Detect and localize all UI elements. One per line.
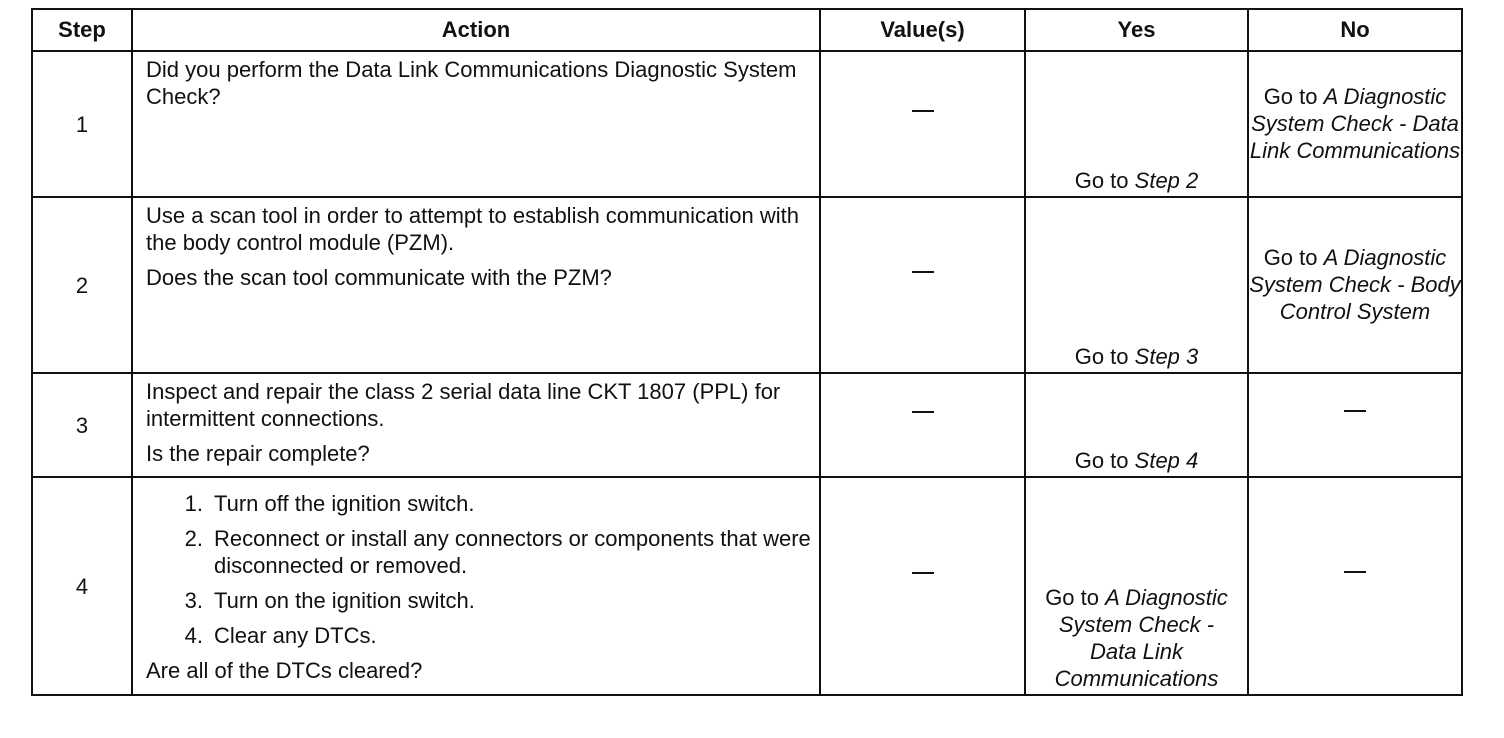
action-text: Use a scan tool in order to attempt to establish communication with the body control module (PZM). bbox=[146, 203, 799, 255]
value-cell bbox=[820, 51, 1025, 197]
no-cell bbox=[1248, 51, 1462, 197]
yes-prefix: Go to bbox=[1074, 344, 1129, 369]
yes-prefix: Go to bbox=[1074, 168, 1129, 193]
action-steps-list bbox=[146, 490, 811, 649]
no-cell bbox=[1248, 477, 1462, 695]
yes-cell bbox=[1025, 197, 1248, 373]
action-text: Inspect and repair the class 2 serial data line CKT 1807 (PPL) for intermittent connections. bbox=[146, 379, 781, 431]
value-cell bbox=[820, 373, 1025, 477]
value-cell bbox=[820, 197, 1025, 373]
value-dash bbox=[912, 271, 934, 300]
yes-prefix: Go to bbox=[1045, 585, 1099, 610]
header-step: Step bbox=[32, 9, 132, 51]
header-row bbox=[32, 9, 1462, 51]
action-question: Does the scan tool communicate with the PZM? bbox=[146, 265, 612, 290]
table-row bbox=[32, 197, 1462, 373]
list-item: 3. Turn on the ignition switch. bbox=[184, 588, 475, 613]
value-dash bbox=[912, 411, 934, 440]
table-row bbox=[32, 373, 1462, 477]
action-question: Is the repair complete? bbox=[146, 441, 370, 466]
value-dash bbox=[912, 572, 934, 601]
no-target[interactable]: A Diagnostic System Check - Data Link Communications bbox=[1249, 83, 1461, 163]
list-item: 1. Turn off the ignition switch. bbox=[184, 491, 475, 516]
step-number: 2 bbox=[32, 197, 132, 373]
action-text: Did you perform the Data Link Communications Diagnostic System Check? bbox=[146, 57, 797, 109]
table-row bbox=[32, 51, 1462, 197]
yes-cell bbox=[1025, 373, 1248, 477]
yes-prefix: Go to bbox=[1074, 448, 1129, 473]
value-cell bbox=[820, 477, 1025, 695]
yes-target[interactable]: Step 2 bbox=[1134, 168, 1199, 193]
yes-cell bbox=[1025, 51, 1248, 197]
no-cell bbox=[1248, 197, 1462, 373]
step-number: 3 bbox=[32, 373, 132, 477]
header-values: Value(s) bbox=[820, 9, 1025, 51]
header-action: Action bbox=[132, 9, 820, 51]
action-cell bbox=[132, 477, 820, 695]
yes-target[interactable]: Step 4 bbox=[1134, 448, 1199, 473]
no-dash bbox=[1344, 410, 1366, 439]
list-item: 4. Clear any DTCs. bbox=[184, 623, 377, 648]
no-cell bbox=[1248, 373, 1462, 477]
action-cell bbox=[132, 197, 820, 373]
no-dash bbox=[1344, 571, 1366, 600]
yes-target[interactable]: Step 3 bbox=[1134, 344, 1199, 369]
step-number: 1 bbox=[32, 51, 132, 197]
list-item: 2. Reconnect or install any connectors or components that were disconnected or removed. bbox=[184, 526, 811, 578]
table-row bbox=[32, 477, 1462, 695]
no-prefix: Go to bbox=[1263, 83, 1318, 109]
header-yes: Yes bbox=[1025, 9, 1248, 51]
diagnostic-table bbox=[31, 8, 1463, 696]
no-target[interactable]: A Diagnostic System Check - Body Control System bbox=[1249, 244, 1461, 324]
step-number: 4 bbox=[32, 477, 132, 695]
value-dash bbox=[912, 110, 934, 139]
action-question: Are all of the DTCs cleared? bbox=[146, 658, 423, 683]
yes-target[interactable]: A Diagnostic System Check - Data Link Communications bbox=[1054, 585, 1228, 691]
action-cell bbox=[132, 51, 820, 197]
yes-cell bbox=[1025, 477, 1248, 695]
action-cell bbox=[132, 373, 820, 477]
no-prefix: Go to bbox=[1263, 244, 1318, 270]
header-no: No bbox=[1248, 9, 1462, 51]
